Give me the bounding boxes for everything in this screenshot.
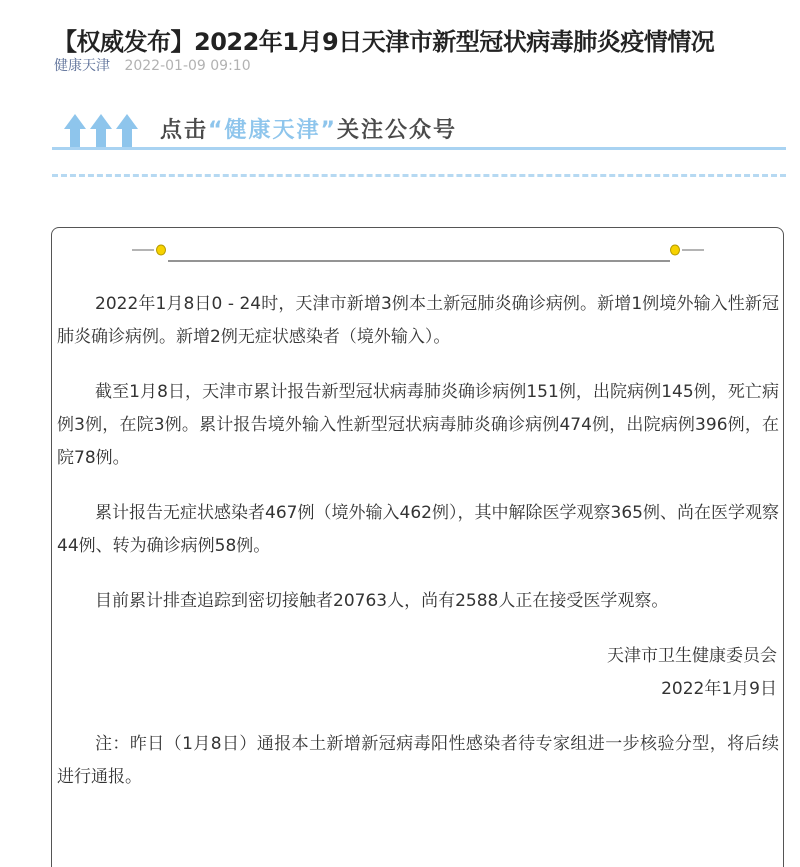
article-body — [57, 288, 779, 816]
banner-underline — [52, 147, 786, 150]
account-name-link[interactable]: 健康天津 — [54, 58, 110, 74]
article-meta — [54, 56, 251, 76]
article-title: 【权威发布】2022年1月9日天津市新型冠状病毒肺炎疫情情况 — [53, 28, 715, 57]
paragraph-close-contacts: 目前累计排查追踪到密切接触者20763人，尚有2588人正在接受医学观察。 — [95, 591, 669, 611]
follow-banner-text — [160, 116, 457, 146]
paragraph-new-cases: 2022年1月8日0 - 24时，天津市新增3例本土新冠肺炎确诊病例。新增1例境外输入性新冠肺炎确诊病例。新增2例无症状感染者（境外输入）。 — [57, 294, 779, 347]
paragraph-asymptomatic: 累计报告无症状感染者467例（境外输入462例），其中解除医学观察365例、尚在医学观察44例、转为确诊病例58例。 — [57, 503, 779, 556]
follow-banner[interactable] — [52, 112, 786, 152]
up-arrows-icon — [62, 112, 162, 148]
dashed-divider — [52, 174, 786, 177]
follow-suffix: 关注公众号 — [336, 118, 457, 143]
signature-date: 2022年1月9日 — [661, 679, 777, 699]
yellow-dot-icon — [157, 245, 166, 255]
yellow-dot-icon — [671, 245, 680, 255]
follow-prefix: 点击 — [160, 118, 209, 143]
paragraph-cumulative-cases: 截至1月8日，天津市累计报告新型冠状病毒肺炎确诊病例151例，出院病例145例，死亡病例3例，在院3例。累计报告境外输入性新型冠状病毒肺炎确诊病例474例，出院病例396例，在院78例。 — [57, 382, 779, 468]
paragraph-note: 注：昨日（1月8日）通报本土新增新冠病毒阳性感染者待专家组进一步核验分型，将后续进行通报。 — [57, 734, 779, 787]
signature-org: 天津市卫生健康委员会 — [607, 646, 777, 666]
card-header-decoration — [130, 243, 708, 263]
publish-time: 2022-01-09 09:10 — [124, 58, 251, 74]
signature-block — [57, 640, 779, 706]
follow-account-highlight: “健康天津” — [208, 118, 337, 143]
